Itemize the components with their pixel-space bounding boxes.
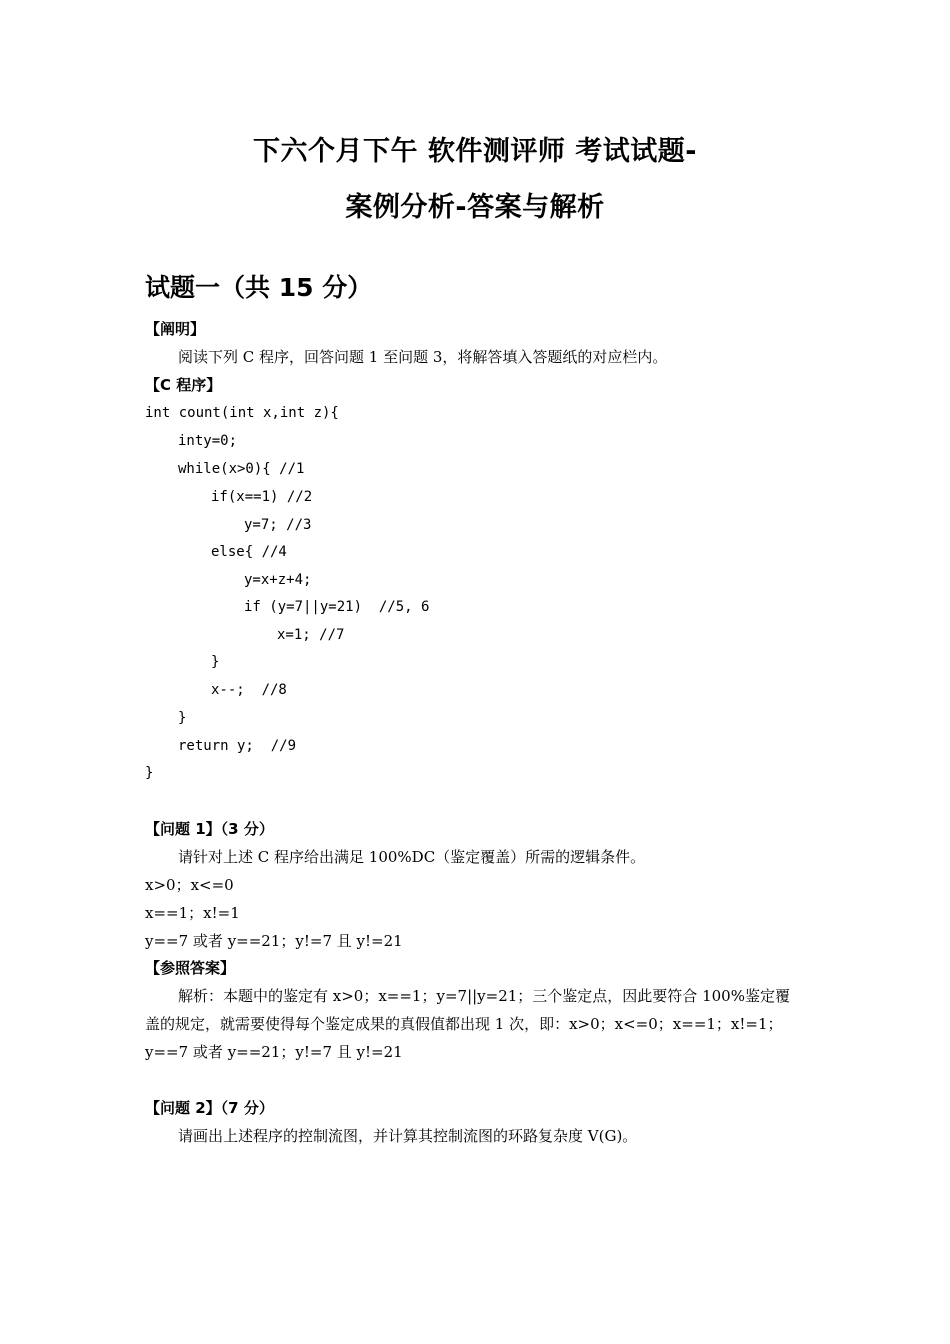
answer-line: y==7 或者 y==21；y!=7 且 y!=21	[145, 932, 403, 950]
reference-answer-line: y==7 或者 y==21；y!=7 且 y!=21	[145, 1043, 403, 1061]
question-2-label: 【问题 2】（7 分）	[145, 1099, 274, 1117]
question-1-prompt: 请针对上述 C 程序给出满足 100%DC（鉴定覆盖）所需的逻辑条件。	[178, 848, 646, 866]
code-line: return y; //9	[178, 738, 297, 754]
answer-line: x==1；x!=1	[145, 904, 240, 922]
code-line: }	[178, 710, 187, 726]
code-line: int count(int x,int z){	[145, 405, 339, 421]
code-line: }	[211, 654, 220, 670]
answer-line: x>0；x<=0	[145, 876, 234, 894]
question-1-label: 【问题 1】（3 分）	[145, 820, 274, 838]
program-label: 【C 程序】	[145, 376, 222, 394]
code-line: x=1; //7	[277, 627, 345, 643]
section-heading: 试题一（共 15 分）	[145, 273, 373, 302]
document-title-line-1: 下六个月下午 软件测评师 考试试题-	[252, 136, 697, 167]
question-2-prompt: 请画出上述程序的控制流图，并计算其控制流图的环路复杂度 V(G)。	[178, 1127, 638, 1145]
code-line: y=7; //3	[244, 517, 312, 533]
reference-answer-line: 解析：本题中的鉴定有 x>0；x==1；y=7||y=21；三个鉴定点，因此要符合 100%鉴定覆	[178, 987, 790, 1005]
code-line: y=x+z+4;	[244, 572, 312, 588]
document-title-line-2: 案例分析-答案与解析	[345, 192, 605, 223]
code-line: inty=0;	[178, 433, 238, 449]
reference-answer-line: 盖的规定，就需要使得每个鉴定成果的真假值都出现 1 次，即：x>0；x<=0；x==1；x!=1；	[145, 1015, 783, 1033]
code-line: }	[145, 765, 154, 781]
code-line: if(x==1) //2	[211, 489, 313, 505]
code-line: while(x>0){ //1	[178, 461, 305, 477]
description-text: 阅读下列 C 程序，回答问题 1 至问题 3，将解答填入答题纸的对应栏内。	[178, 348, 668, 366]
code-line: else{ //4	[211, 544, 287, 560]
description-label: 【阐明】	[145, 320, 206, 338]
code-line: if (y=7||y=21) //5, 6	[244, 599, 430, 615]
reference-answer-label: 【参照答案】	[145, 959, 236, 977]
code-line: x--; //8	[211, 682, 287, 698]
